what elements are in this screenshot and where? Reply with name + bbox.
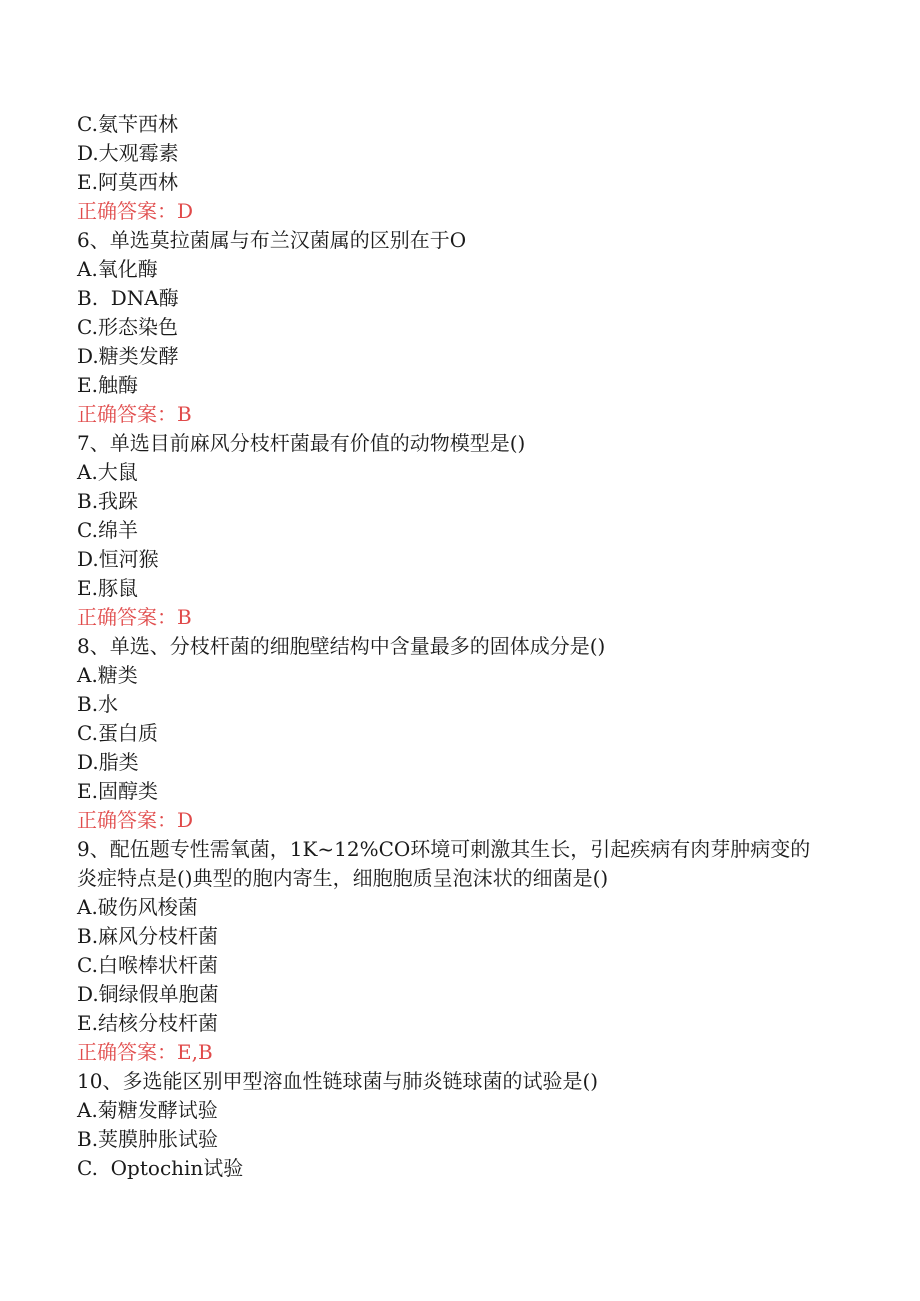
option-line: E.触酶 [77, 373, 138, 397]
option-line: B.我跺 [77, 489, 139, 513]
option-line: A.氧化酶 [77, 257, 158, 281]
option-line: D.糖类发酵 [77, 344, 179, 368]
option-line: B.水 [77, 692, 119, 716]
option-line: A.菊糖发酵试验 [77, 1098, 218, 1122]
option-line: B. DNA酶 [77, 286, 179, 310]
option-line: D.脂类 [77, 750, 139, 774]
option-line: C.白喉棒状杆菌 [77, 953, 218, 977]
question-line: 9、配伍题专性需氧菌，1K~12%CO环境可刺激其生长，引起疾病有肉芽肿病变的 [77, 837, 811, 861]
answer-line: 正确答案：B [77, 402, 192, 426]
document-page [0, 110, 920, 1183]
option-line: B.麻风分枝杆菌 [77, 924, 219, 948]
answer-line: 正确答案：D [77, 199, 194, 223]
option-line: E.豚鼠 [77, 576, 138, 600]
option-line: C. Optochin试验 [77, 1156, 244, 1180]
option-line: D.大观霉素 [77, 141, 179, 165]
option-line: C.蛋白质 [77, 721, 158, 745]
question-line: 7、单选目前麻风分枝杆菌最有价值的动物模型是() [77, 431, 526, 455]
option-line: A.糖类 [77, 663, 138, 687]
option-line: D.恒河猴 [77, 547, 159, 571]
question-line: 炎症特点是()典型的胞内寄生，细胞胞质呈泡沫状的细菌是() [77, 866, 609, 890]
question-line: 8、单选、分枝杆菌的细胞壁结构中含量最多的固体成分是() [77, 634, 606, 658]
question-line: 10、多选能区别甲型溶血性链球菌与肺炎链球菌的试验是() [77, 1069, 599, 1093]
question-line: 6、单选莫拉菌属与布兰汉菌属的区别在于O [77, 228, 467, 252]
option-line: C.形态染色 [77, 315, 178, 339]
option-line: C.绵羊 [77, 518, 138, 542]
option-line: A.破伤风梭菌 [77, 895, 198, 919]
option-line: C.氨苄西林 [77, 112, 178, 136]
answer-line: 正确答案：E,B [77, 1040, 213, 1064]
option-line: A.大鼠 [77, 460, 138, 484]
option-line: E.结核分枝杆菌 [77, 1011, 218, 1035]
option-line: D.铜绿假单胞菌 [77, 982, 219, 1006]
option-line: B.荚膜肿胀试验 [77, 1127, 219, 1151]
answer-line: 正确答案：D [77, 808, 194, 832]
answer-line: 正确答案：B [77, 605, 192, 629]
option-line: E.固醇类 [77, 779, 158, 803]
option-line: E.阿莫西林 [77, 170, 178, 194]
